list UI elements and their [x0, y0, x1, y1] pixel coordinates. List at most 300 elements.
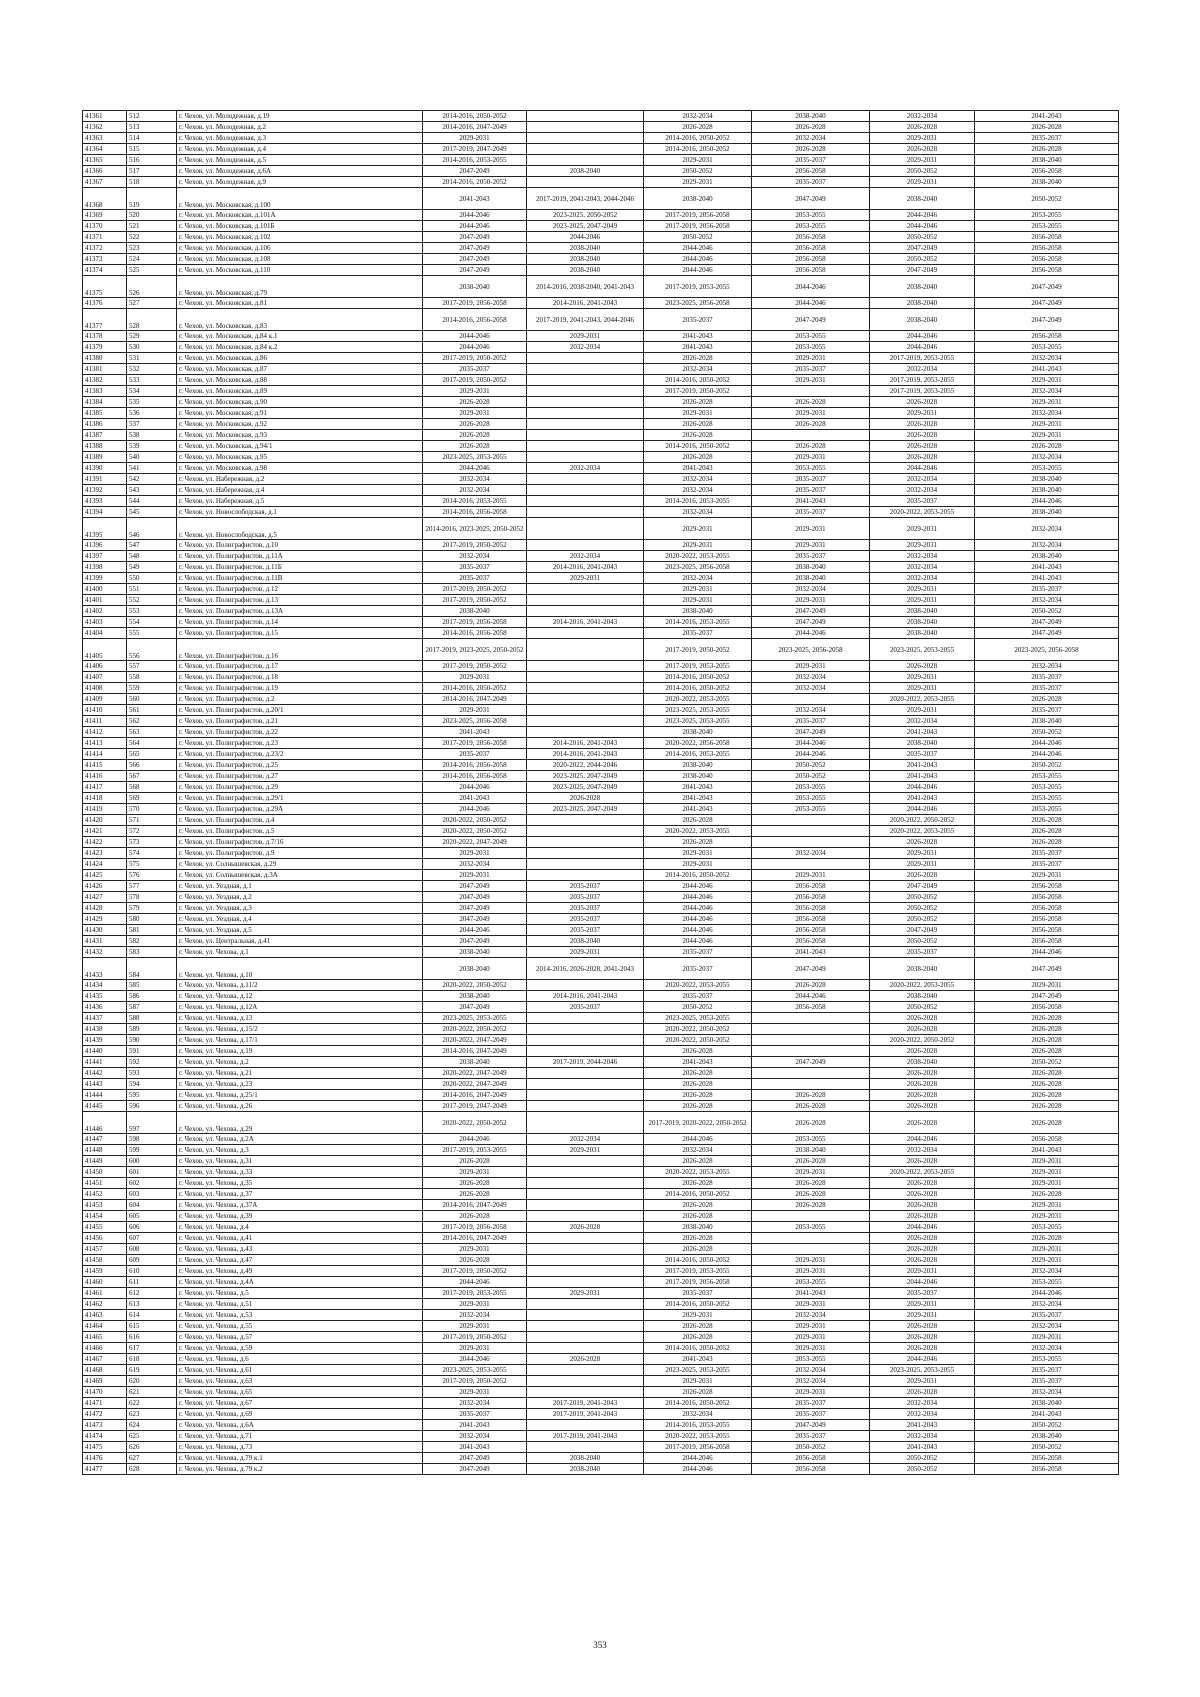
table-cell: 2032-2034	[870, 573, 975, 584]
table-cell: 2047-2049	[752, 1057, 870, 1068]
table-row	[83, 716, 1119, 727]
table-cell: 2014-2016, 2041-2043	[527, 738, 644, 749]
table-row	[83, 749, 1119, 760]
table-cell: 2026-2028	[870, 1244, 975, 1255]
table-row	[83, 661, 1119, 672]
table-cell: 2020-2022, 2053-2055	[644, 1167, 752, 1178]
table-cell: г. Чехов, ул. Чехова, д.19	[177, 1046, 423, 1057]
table-cell: 2026-2028	[644, 397, 752, 408]
table-row	[83, 1453, 1119, 1464]
table-cell: 2020-2022, 2053-2055	[644, 694, 752, 705]
table-cell: г. Чехов, ул. Полиграфистов, д.22	[177, 727, 423, 738]
table-row	[83, 881, 1119, 892]
table-cell: 2017-2019, 2053-2055	[870, 353, 975, 364]
table-cell: 514	[127, 133, 177, 144]
table-cell: 2047-2049	[975, 276, 1119, 298]
table-cell: 544	[127, 496, 177, 507]
table-cell: г. Чехов, ул. Уездная, д.4	[177, 914, 423, 925]
table-cell: 2020-2022, 2050-2052	[423, 1024, 527, 1035]
table-cell	[527, 386, 644, 397]
table-cell: г. Чехов, ул. Полиграфистов, д.4	[177, 815, 423, 826]
table-cell: 2053-2055	[752, 1354, 870, 1365]
table-cell: 547	[127, 540, 177, 551]
table-cell: 2029-2031	[423, 1387, 527, 1398]
table-cell	[527, 870, 644, 881]
table-cell: 2035-2037	[870, 947, 975, 958]
table-cell: 557	[127, 661, 177, 672]
table-cell: 2044-2046	[423, 804, 527, 815]
table-cell: 2053-2055	[752, 1277, 870, 1288]
table-cell: 2029-2031	[644, 859, 752, 870]
table-cell: 2038-2040	[870, 606, 975, 617]
table-cell: г. Чехов, ул. Молодежная, д.9	[177, 177, 423, 188]
table-cell: 2047-2049	[975, 617, 1119, 628]
table-cell: 2056-2058	[752, 881, 870, 892]
table-cell: 41468	[83, 1365, 127, 1376]
table-cell	[527, 353, 644, 364]
table-cell: 2035-2037	[527, 881, 644, 892]
table-cell: 41423	[83, 848, 127, 859]
table-cell: 2038-2040	[752, 573, 870, 584]
table-cell: г. Чехов, ул. Молодежная, д.4	[177, 144, 423, 155]
table-cell	[527, 1024, 644, 1035]
table-cell: 541	[127, 463, 177, 474]
table-cell: 617	[127, 1343, 177, 1354]
table-cell: 537	[127, 419, 177, 430]
table-cell: 2047-2049	[975, 991, 1119, 1002]
table-cell: 2032-2034	[752, 1376, 870, 1387]
table-cell: 2032-2034	[752, 705, 870, 716]
table-cell: 2044-2046	[870, 221, 975, 232]
table-cell: 2041-2043	[423, 1442, 527, 1453]
table-cell: г. Чехов, ул. Чехова, д.1	[177, 947, 423, 958]
table-cell	[527, 397, 644, 408]
table-row	[83, 463, 1119, 474]
table-cell: 2041-2043	[975, 364, 1119, 375]
table-cell: 2017-2019, 2041-2043, 2044-2046	[527, 188, 644, 210]
table-cell: 2020-2022, 2053-2055	[644, 980, 752, 991]
table-cell: г. Чехов, ул. Молодежная, д.19	[177, 111, 423, 122]
table-cell: 41443	[83, 1079, 127, 1090]
table-cell: г. Чехов, ул. Московская, д.108	[177, 254, 423, 265]
table-cell: 41367	[83, 177, 127, 188]
table-cell: 2056-2058	[975, 1453, 1119, 1464]
table-cell: 2056-2058	[752, 1464, 870, 1475]
table-cell: 2026-2028	[644, 837, 752, 848]
table-cell: 2044-2046	[644, 936, 752, 947]
table-cell: 2047-2049	[975, 628, 1119, 639]
table-cell: 41372	[83, 243, 127, 254]
table-cell	[752, 1244, 870, 1255]
table-cell: 2032-2034	[644, 1145, 752, 1156]
table-cell: 543	[127, 485, 177, 496]
table-cell: г. Чехов, ул. Чехова, д.73	[177, 1442, 423, 1453]
table-cell: 2026-2028	[644, 452, 752, 463]
table-cell: 41440	[83, 1046, 127, 1057]
table-cell: 2029-2031	[870, 672, 975, 683]
table-cell: 2026-2028	[870, 441, 975, 452]
table-cell	[527, 540, 644, 551]
table-cell: 590	[127, 1035, 177, 1046]
table-cell: 2029-2031	[644, 155, 752, 166]
table-row	[83, 771, 1119, 782]
table-cell: 623	[127, 1409, 177, 1420]
table-row	[83, 518, 1119, 540]
table-cell: г. Чехов, ул. Чехова, д.59	[177, 1343, 423, 1354]
table-cell	[527, 837, 644, 848]
table-cell: 2038-2040	[423, 947, 527, 958]
table-cell: г. Чехов, ул. Московская, д.93	[177, 430, 423, 441]
table-cell: 2035-2037	[752, 1398, 870, 1409]
table-cell: 2035-2037	[644, 958, 752, 980]
table-cell: 2026-2028	[752, 1101, 870, 1112]
table-cell: 41401	[83, 595, 127, 606]
table-cell: 41395	[83, 518, 127, 540]
table-cell: 41450	[83, 1167, 127, 1178]
table-cell: 41477	[83, 1464, 127, 1475]
table-cell: 2041-2043	[870, 1442, 975, 1453]
table-cell: 2023-2025, 2047-2049	[527, 771, 644, 782]
table-cell	[527, 1046, 644, 1057]
table-cell: 2029-2031	[423, 1343, 527, 1354]
table-cell: 2047-2049	[423, 1464, 527, 1475]
table-cell: 41416	[83, 771, 127, 782]
table-cell: 2029-2031	[975, 1244, 1119, 1255]
table-cell	[527, 485, 644, 496]
table-cell: 2026-2028	[527, 793, 644, 804]
table-cell: 41449	[83, 1156, 127, 1167]
table-cell: 2053-2055	[975, 1277, 1119, 1288]
table-cell: 2047-2049	[752, 1420, 870, 1431]
table-cell: 2032-2034	[975, 1299, 1119, 1310]
table-cell: г. Чехов, ул. Чехова, д.4А	[177, 1277, 423, 1288]
table-cell: 41469	[83, 1376, 127, 1387]
table-cell: 2020-2022, 2050-2052	[644, 1024, 752, 1035]
table-cell: 2035-2037	[644, 991, 752, 1002]
table-cell: 2053-2055	[975, 210, 1119, 221]
table-row	[83, 331, 1119, 342]
table-cell	[527, 144, 644, 155]
table-cell: 2029-2031	[644, 1310, 752, 1321]
table-cell: 2032-2034	[870, 1431, 975, 1442]
table-cell: 41444	[83, 1090, 127, 1101]
table-cell: 597	[127, 1112, 177, 1134]
table-cell: 41366	[83, 166, 127, 177]
table-cell: г. Чехов, ул. Новослободская, д.5	[177, 518, 423, 540]
table-cell: 41405	[83, 639, 127, 661]
table-cell: 615	[127, 1321, 177, 1332]
table-cell: 2032-2034	[423, 859, 527, 870]
table-cell: 625	[127, 1431, 177, 1442]
table-cell: 2035-2037	[527, 892, 644, 903]
table-cell: 2056-2058	[752, 1002, 870, 1013]
table-cell: 571	[127, 815, 177, 826]
table-cell: 2032-2034	[975, 1387, 1119, 1398]
table-cell: 2035-2037	[644, 628, 752, 639]
table-cell: 2053-2055	[752, 331, 870, 342]
table-cell: 2050-2052	[870, 166, 975, 177]
table-cell: 2056-2058	[752, 903, 870, 914]
table-cell: г. Чехов, ул. Чехова, д.37А	[177, 1200, 423, 1211]
table-cell: 2029-2031	[752, 375, 870, 386]
table-cell: 2035-2037	[752, 485, 870, 496]
table-cell: 2029-2031	[975, 1211, 1119, 1222]
table-cell: 519	[127, 188, 177, 210]
table-cell: г. Чехов, ул. Чехова, д.65	[177, 1387, 423, 1398]
table-cell: 41475	[83, 1442, 127, 1453]
table-cell: 2017-2019, 2053-2055	[870, 386, 975, 397]
table-cell	[527, 1310, 644, 1321]
table-cell: г. Чехов, ул. Московская, д.86	[177, 353, 423, 364]
table-cell: 2020-2022, 2047-2049	[423, 1035, 527, 1046]
table-cell: 41383	[83, 386, 127, 397]
table-cell: 2014-2016, 2053-2055	[423, 155, 527, 166]
table-cell: 41460	[83, 1277, 127, 1288]
table-cell: 2056-2058	[975, 232, 1119, 243]
table-cell: 2026-2028	[870, 1024, 975, 1035]
table-cell: 41455	[83, 1222, 127, 1233]
table-cell: 2044-2046	[644, 254, 752, 265]
table-cell: 41381	[83, 364, 127, 375]
table-cell: 2044-2046	[423, 342, 527, 353]
table-cell: 2029-2031	[423, 386, 527, 397]
table-cell: 2017-2019, 2053-2055	[423, 1288, 527, 1299]
table-cell: 2026-2028	[644, 1321, 752, 1332]
table-cell: 522	[127, 232, 177, 243]
table-cell: 2017-2019, 2053-2055	[644, 276, 752, 298]
table-cell: 2041-2043	[975, 1145, 1119, 1156]
table-cell: 2035-2037	[423, 749, 527, 760]
table-cell: 2026-2028	[423, 1255, 527, 1266]
table-cell: 41371	[83, 232, 127, 243]
table-row	[83, 1420, 1119, 1431]
table-cell: 2044-2046	[752, 276, 870, 298]
table-row	[83, 1046, 1119, 1057]
table-row	[83, 210, 1119, 221]
table-cell: 2029-2031	[870, 155, 975, 166]
table-cell: 2026-2028	[644, 353, 752, 364]
table-cell: 2026-2028	[975, 694, 1119, 705]
table-cell: 41370	[83, 221, 127, 232]
table-cell: 2029-2031	[975, 430, 1119, 441]
table-cell: 565	[127, 749, 177, 760]
table-cell: 2032-2034	[975, 595, 1119, 606]
table-cell: 2032-2034	[975, 540, 1119, 551]
table-cell: 596	[127, 1101, 177, 1112]
table-cell: 2017-2019, 2056-2058	[423, 298, 527, 309]
table-cell: 2026-2028	[644, 122, 752, 133]
table-cell: 41422	[83, 837, 127, 848]
table-cell: 608	[127, 1244, 177, 1255]
table-cell: 2029-2031	[870, 408, 975, 419]
table-cell	[527, 1277, 644, 1288]
table-cell: 2041-2043	[870, 793, 975, 804]
table-cell	[527, 595, 644, 606]
table-cell: 2026-2028	[870, 452, 975, 463]
table-cell: г. Чехов, ул. Чехова, д.71	[177, 1431, 423, 1442]
table-cell: 2050-2052	[752, 1442, 870, 1453]
table-cell	[527, 1244, 644, 1255]
table-cell: 2029-2031	[527, 331, 644, 342]
table-cell: 2041-2043	[644, 1057, 752, 1068]
table-cell: 2035-2037	[975, 1365, 1119, 1376]
table-row	[83, 826, 1119, 837]
table-row	[83, 859, 1119, 870]
table-cell: 548	[127, 551, 177, 562]
table-cell: 2044-2046	[644, 265, 752, 276]
table-row	[83, 705, 1119, 716]
table-row	[83, 958, 1119, 980]
table-cell: 580	[127, 914, 177, 925]
table-cell: г. Чехов, ул. Центральная, д.41	[177, 936, 423, 947]
table-cell: 524	[127, 254, 177, 265]
table-cell: 2014-2016, 2050-2052	[644, 1398, 752, 1409]
table-row	[83, 1376, 1119, 1387]
table-row	[83, 980, 1119, 991]
table-cell: 2044-2046	[975, 738, 1119, 749]
table-cell: 41476	[83, 1453, 127, 1464]
table-cell: 2020-2022, 2053-2055	[644, 1431, 752, 1442]
table-cell: 2026-2028	[975, 1079, 1119, 1090]
table-row	[83, 430, 1119, 441]
table-cell: 584	[127, 958, 177, 980]
table-cell: 2044-2046	[423, 782, 527, 793]
table-cell: 2029-2031	[975, 419, 1119, 430]
table-cell: 2026-2028	[870, 1233, 975, 1244]
table-cell: 2026-2028	[752, 1200, 870, 1211]
table-cell: 2032-2034	[644, 507, 752, 518]
table-row	[83, 870, 1119, 881]
table-cell: 575	[127, 859, 177, 870]
table-row	[83, 1178, 1119, 1189]
table-cell: 2044-2046	[644, 881, 752, 892]
table-cell: 2056-2058	[752, 254, 870, 265]
table-row	[83, 1332, 1119, 1343]
table-cell: 2026-2028	[975, 122, 1119, 133]
table-cell: 2017-2019, 2050-2052	[423, 661, 527, 672]
table-cell: 41472	[83, 1409, 127, 1420]
table-row	[83, 1266, 1119, 1277]
table-cell: 2047-2049	[423, 243, 527, 254]
table-cell	[527, 716, 644, 727]
table-row	[83, 672, 1119, 683]
table-cell: 528	[127, 309, 177, 331]
table-cell: 2050-2052	[870, 903, 975, 914]
table-cell: г. Чехов, ул. Чехова, д.31	[177, 1156, 423, 1167]
table-cell: 2029-2031	[644, 518, 752, 540]
table-cell: 2050-2052	[870, 914, 975, 925]
table-cell: 2029-2031	[644, 584, 752, 595]
table-cell: 2032-2034	[752, 683, 870, 694]
table-cell	[527, 1189, 644, 1200]
table-cell	[527, 815, 644, 826]
table-cell: 2053-2055	[975, 463, 1119, 474]
table-cell: 2035-2037	[975, 133, 1119, 144]
table-cell: 2026-2028	[870, 1090, 975, 1101]
table-cell: 2026-2028	[975, 837, 1119, 848]
table-cell: 41364	[83, 144, 127, 155]
table-row	[83, 1189, 1119, 1200]
table-cell: 2014-2016, 2041-2043	[527, 298, 644, 309]
table-cell: 2026-2028	[870, 1068, 975, 1079]
table-cell: 2035-2037	[752, 551, 870, 562]
table-cell: г. Чехов, ул. Московская, д.92	[177, 419, 423, 430]
table-cell: 2032-2034	[423, 1310, 527, 1321]
table-cell: 2032-2034	[527, 342, 644, 353]
table-cell: 41432	[83, 947, 127, 958]
table-cell: г. Чехов, ул. Чехова, д.69	[177, 1409, 423, 1420]
table-row	[83, 166, 1119, 177]
table-cell: 2014-2016, 2050-2052	[644, 441, 752, 452]
table-cell: 41441	[83, 1057, 127, 1068]
table-cell: 2050-2052	[752, 771, 870, 782]
table-row	[83, 925, 1119, 936]
table-cell: 518	[127, 177, 177, 188]
table-row	[83, 1013, 1119, 1024]
table-row	[83, 298, 1119, 309]
table-cell: 2014-2016, 2047-2049	[423, 122, 527, 133]
table-cell: 556	[127, 639, 177, 661]
table-cell: 2029-2031	[423, 408, 527, 419]
table-cell: 2035-2037	[752, 155, 870, 166]
table-cell	[527, 177, 644, 188]
table-cell: 2014-2016, 2050-2052	[644, 870, 752, 881]
table-cell: 2056-2058	[975, 243, 1119, 254]
table-cell: г. Чехов, ул. Чехова, д.41	[177, 1233, 423, 1244]
table-cell: 627	[127, 1453, 177, 1464]
table-cell: 2041-2043	[644, 804, 752, 815]
table-cell: 2038-2040	[644, 188, 752, 210]
table-cell: 604	[127, 1200, 177, 1211]
table-cell: г. Чехов, ул. Чехова, д.2	[177, 1057, 423, 1068]
table-cell: 569	[127, 793, 177, 804]
table-cell: 41406	[83, 661, 127, 672]
table-cell	[527, 1178, 644, 1189]
table-cell: 2014-2016, 2041-2043	[527, 749, 644, 760]
table-cell	[527, 1376, 644, 1387]
table-cell: 41390	[83, 463, 127, 474]
table-cell: г. Чехов, ул. Полиграфистов, д.16	[177, 639, 423, 661]
table-cell: 2026-2028	[975, 1068, 1119, 1079]
table-cell: 2020-2022, 2044-2046	[527, 760, 644, 771]
table-cell: 2017-2019, 2023-2025, 2050-2052	[423, 639, 527, 661]
table-cell: 2044-2046	[975, 1288, 1119, 1299]
table-cell: г. Чехов, ул. Чехова, д.43	[177, 1244, 423, 1255]
table-cell: 2017-2019, 2050-2052	[423, 375, 527, 386]
table-cell: 2044-2046	[752, 749, 870, 760]
table-cell: 2050-2052	[975, 1057, 1119, 1068]
table-row	[83, 485, 1119, 496]
table-cell: г. Чехов, ул. Набережная, д.4	[177, 485, 423, 496]
table-cell: 2047-2049	[752, 188, 870, 210]
table-cell: 2038-2040	[423, 991, 527, 1002]
table-cell: 2023-2025, 2056-2058	[644, 298, 752, 309]
table-cell: 2023-2025, 2056-2058	[752, 639, 870, 661]
table-cell: 2029-2031	[752, 1299, 870, 1310]
table-row	[83, 793, 1119, 804]
table-cell: 2035-2037	[752, 1409, 870, 1420]
table-cell: 2026-2028	[975, 1013, 1119, 1024]
table-cell: г. Чехов, ул. Набережная, д.5	[177, 496, 423, 507]
table-cell: 41442	[83, 1068, 127, 1079]
table-cell: 41466	[83, 1343, 127, 1354]
table-cell: 2014-2016, 2026-2028, 2041-2043	[527, 958, 644, 980]
table-cell: 521	[127, 221, 177, 232]
table-cell: 2026-2028	[975, 815, 1119, 826]
table-cell: 2023-2025, 2056-2058	[644, 562, 752, 573]
table-cell: г. Чехов, ул. Чехова, д.25/1	[177, 1090, 423, 1101]
table-cell: 2014-2016, 2056-2058	[423, 507, 527, 518]
